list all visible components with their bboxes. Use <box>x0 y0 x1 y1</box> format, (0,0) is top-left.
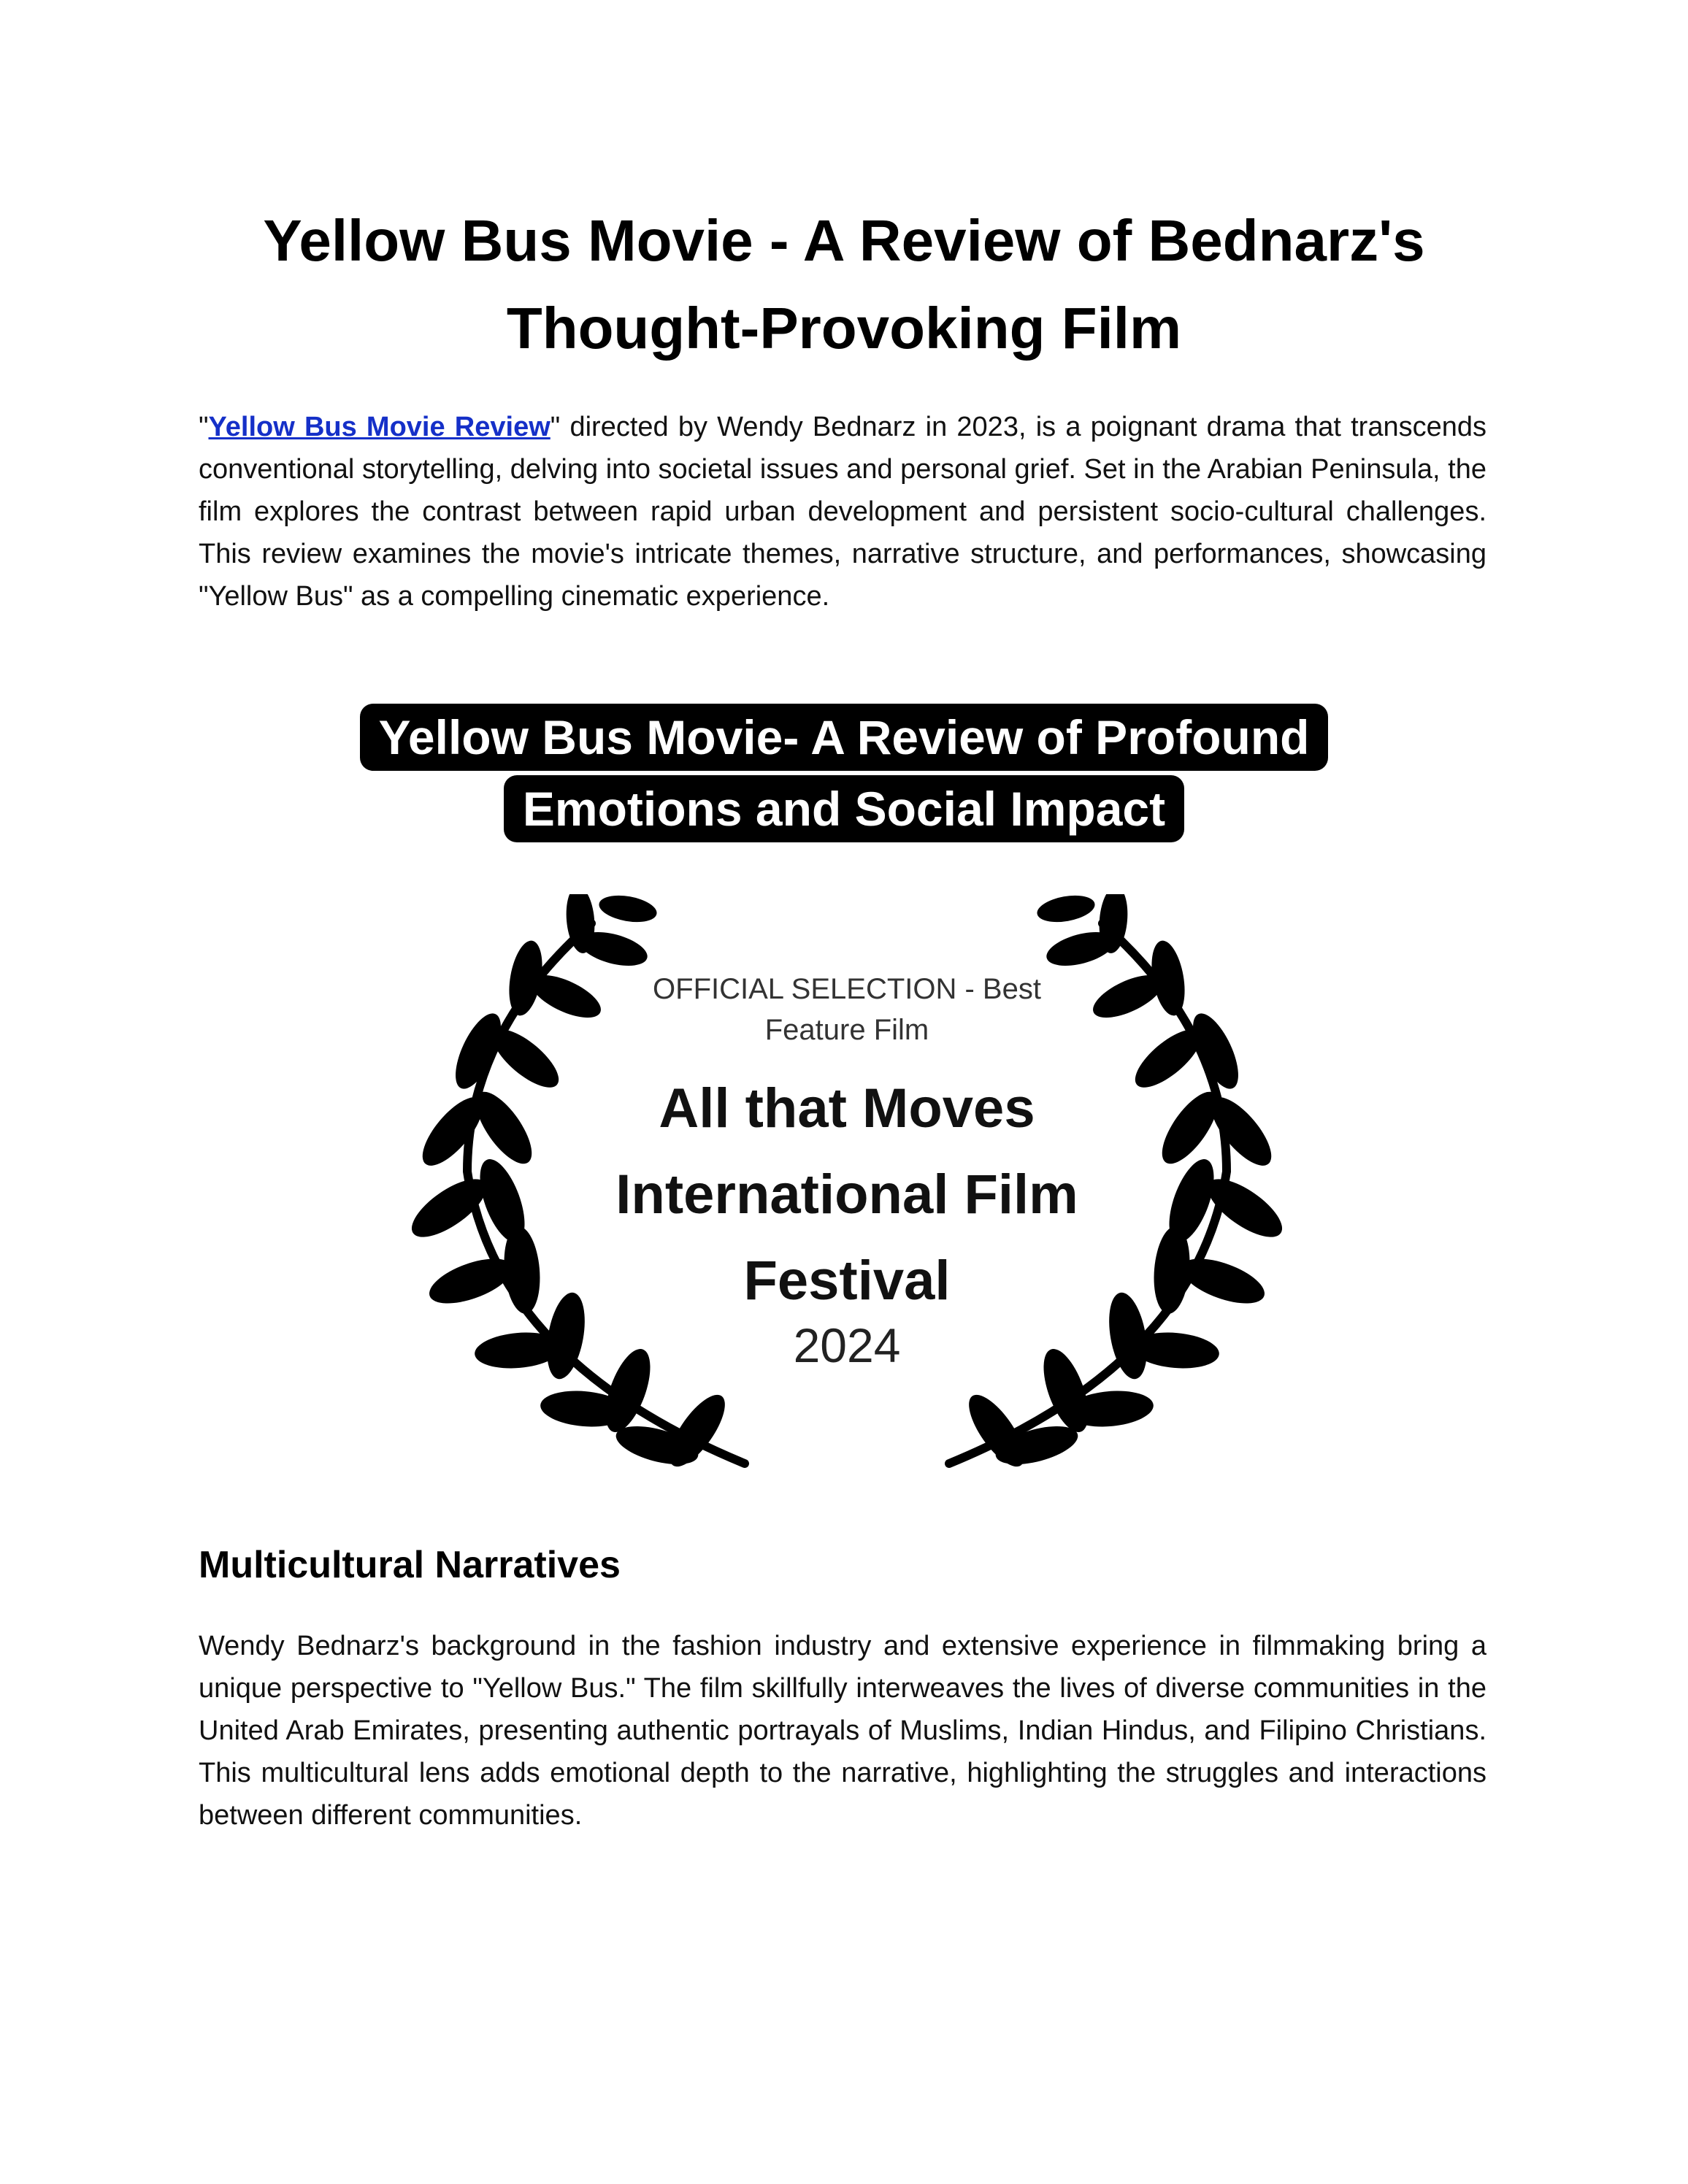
page-title: Yellow Bus Movie - A Review of Bednarz's Thought-Provoking Film <box>263 208 1425 361</box>
banner-line-1: Yellow Bus Movie- A Review of Profound <box>360 704 1329 771</box>
festival-laurel-image <box>409 894 1285 1478</box>
festival-line-2: International Film <box>615 1164 1078 1226</box>
intro-text: " directed by Wendy Bednarz in 2023, is a poignant drama that transcends conventional storytelling, delving into societal issues and personal grief. Set in the Arabian Peninsula, the film explores the contrast between rapid urban development and persistent socio-cultural challenges. This review examines the movie's intricate themes, narrative structure, and performances, showcasing "Yellow Bus" as a compelling cinematic experience. <box>199 412 1486 612</box>
festival-line-1: All that Moves <box>659 1077 1035 1139</box>
intro-quote-open: " <box>199 412 209 442</box>
banner-line-2: Emotions and Social Impact <box>504 775 1184 842</box>
intro-paragraph <box>199 406 1486 618</box>
review-banner-image <box>0 704 1688 847</box>
festival-name <box>555 1066 1139 1324</box>
section-body-paragraph: Wendy Bednarz's background in the fashion industry and extensive experience in filmmaking bring a unique perspective to "Yellow Bus." The film skillfully interweaves the lives of diverse communities in the United Arab Emirates, presenting authentic portrayals of Muslims, Indian Hindus, and Filipino Christians. This multicultural lens adds emotional depth to the narrative, highlighting the struggles and interactions between different communities. <box>199 1631 1486 1831</box>
festival-year: 2024 <box>793 1318 901 1372</box>
selection-line-2: Feature Film <box>764 1014 929 1046</box>
review-link[interactable]: Yellow Bus Movie Review <box>208 412 550 442</box>
official-selection-text <box>555 969 1139 1050</box>
section-heading: Multicultural Narratives <box>199 1544 621 1586</box>
selection-line-1: OFFICIAL SELECTION - Best <box>653 973 1041 1005</box>
festival-line-3: Festival <box>743 1250 951 1312</box>
